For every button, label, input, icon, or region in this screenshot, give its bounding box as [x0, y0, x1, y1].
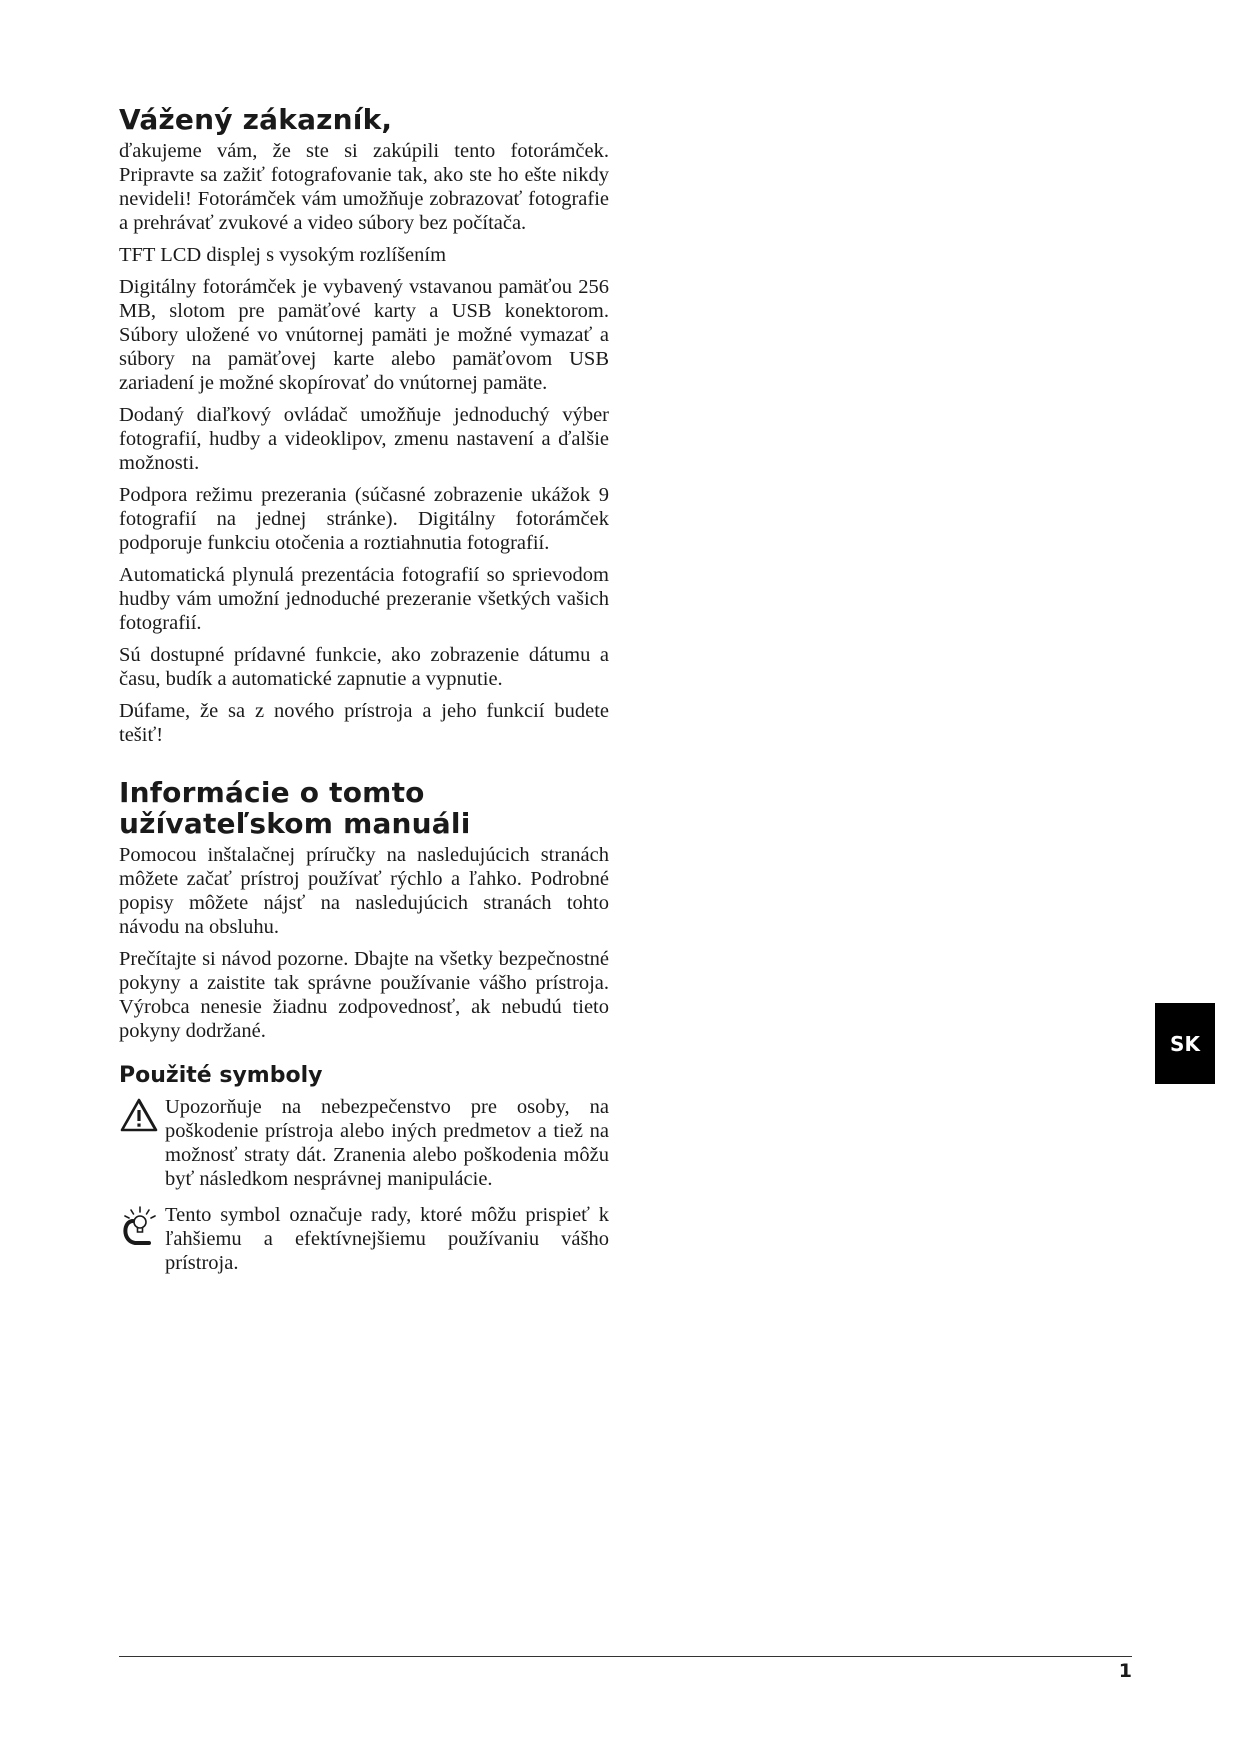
tip-text: Tento symbol označuje rady, ktoré môžu prispieť k ľahšiemu a efektívnejšiemu používaniu vášho prístroja.	[165, 1204, 609, 1274]
page-number: 1	[1118, 1660, 1132, 1682]
tip-hand-lightbulb-icon	[119, 1203, 165, 1253]
manual-paragraph: Pomocou inštalačnej príručky na nasledujúcich stranách môžete začať prístroj používať rýchlo a ľahko. Podrobné popisy môžete nájsť na nasledujúcich stranách tohto návodu na obsluhu.	[119, 844, 609, 938]
welcome-paragraph: Dodaný diaľkový ovládač umožňuje jednoduchý výber fotografií, hudby a videoklipov, zmenu nastavení a ďalšie možnosti.	[119, 404, 609, 474]
manual-paragraph: Prečítajte si návod pozorne. Dbajte na všetky bezpečnostné pokyny a zaistite tak správne používanie vášho prístroja. Výrobca nenesie žiadnu zodpovednosť, ak nebudú tieto pokyny dodržané.	[119, 948, 609, 1042]
warning-triangle-icon	[119, 1095, 165, 1139]
welcome-paragraph: TFT LCD displej s vysokým rozlíšením	[119, 244, 447, 266]
welcome-paragraph: Digitálny fotorámček je vybavený vstavanou pamäťou 256 MB, slotom pre pamäťové karty a USB konektorom. Súbory uložené vo vnútornej pamäti je možné vymazať a súbory na pamäťovej karte alebo pamäťovom USB zariadení je možné skopírovať do vnútornej pamäte.	[119, 276, 609, 394]
footer-divider	[119, 1656, 1132, 1657]
welcome-paragraph: Automatická plynulá prezentácia fotografií so sprievodom hudby vám umožní jednoduché prezeranie všetkých vašich fotografií.	[119, 564, 609, 634]
welcome-paragraph: Dúfame, že sa z nového prístroja a jeho funkcií budete tešiť!	[119, 700, 609, 746]
welcome-paragraph: Podpora režimu prezerania (súčasné zobrazenie ukážok 9 fotografií na jednej stránke). Digitálny fotorámček podporuje funkciu otočenia a roztiahnutia fotografií.	[119, 484, 609, 554]
welcome-paragraph: ďakujeme vám, že ste si zakúpili tento fotorámček. Pripravte sa zažiť fotografovanie tak, ako ste ho ešte nikdy nevideli! Fotorámček vám umožňuje zobrazovať fotografie a prehrávať zvukové a video súbory bez počítača.	[119, 140, 609, 234]
warning-note	[119, 1095, 609, 1191]
welcome-paragraph: Sú dostupné prídavné funkcie, ako zobrazenie dátumu a času, budík a automatické zapnutie a vypnutie.	[119, 644, 609, 690]
language-tab: SK	[1155, 1003, 1215, 1084]
warning-text: Upozorňuje na nebezpečenstvo pre osoby, na poškodenie prístroja alebo iných predmetov a tiež na možnosť straty dát. Zranenia alebo poškodenia môžu byť následkom nesprávnej manipulácie.	[165, 1096, 609, 1190]
tip-note	[119, 1203, 609, 1275]
welcome-heading: Vážený zákazník,	[119, 103, 393, 136]
symbols-heading: Použité symboly	[119, 1063, 323, 1088]
manual-heading: Informácie o tomto užívateľskom manuáli	[119, 776, 471, 840]
main-column	[119, 104, 609, 1287]
